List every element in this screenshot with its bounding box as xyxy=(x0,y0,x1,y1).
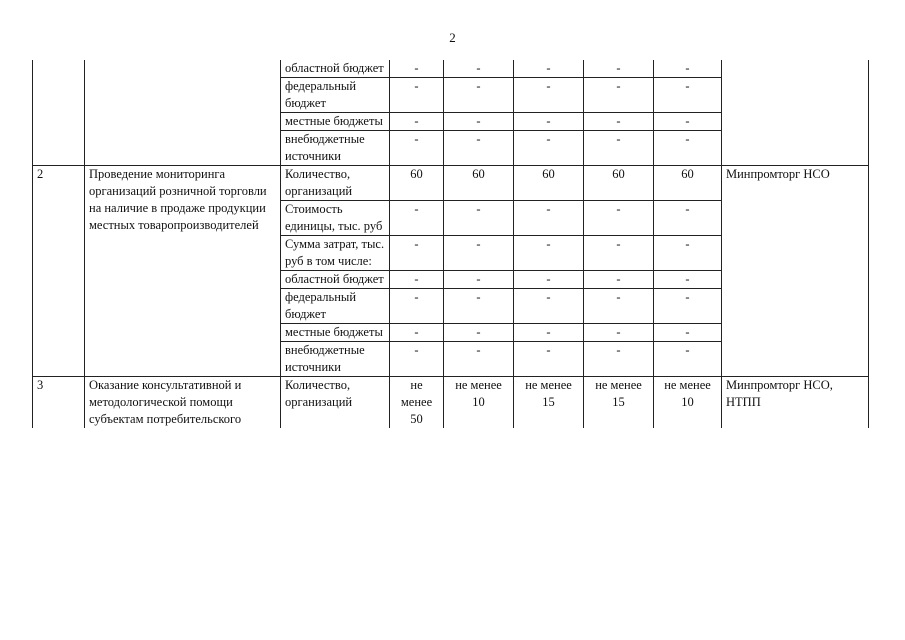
value-cell: - xyxy=(390,289,444,324)
value-cell: - xyxy=(584,131,654,166)
value-cell: - xyxy=(390,342,444,377)
value-cell: - xyxy=(444,236,514,271)
value-cell: - xyxy=(584,113,654,131)
event-cell xyxy=(85,60,281,166)
value-cell: - xyxy=(584,271,654,289)
value-cell: - xyxy=(654,342,722,377)
value-cell: - xyxy=(444,342,514,377)
value-cell: - xyxy=(444,201,514,236)
value-cell: не менее 15 xyxy=(584,377,654,429)
value-cell: 60 xyxy=(390,166,444,201)
row-number-cell: 3 xyxy=(33,377,85,429)
executor-cell: Минпромторг НСО, НТПП xyxy=(722,377,869,429)
value-cell: - xyxy=(390,201,444,236)
table-row xyxy=(33,377,869,429)
value-cell: не менее 10 xyxy=(654,377,722,429)
value-cell: - xyxy=(584,60,654,78)
value-cell: - xyxy=(514,342,584,377)
value-cell: - xyxy=(514,113,584,131)
value-cell: не менее 15 xyxy=(514,377,584,429)
value-cell: - xyxy=(390,271,444,289)
table-row xyxy=(33,166,869,201)
value-cell: - xyxy=(514,271,584,289)
value-cell: - xyxy=(514,60,584,78)
indicator-cell: областной бюджет xyxy=(281,60,390,78)
executor-cell xyxy=(722,60,869,166)
value-cell: - xyxy=(514,201,584,236)
value-cell: - xyxy=(444,113,514,131)
value-cell: - xyxy=(584,289,654,324)
indicator-cell: местные бюджеты xyxy=(281,113,390,131)
value-cell: - xyxy=(444,289,514,324)
value-cell: - xyxy=(654,201,722,236)
page-number: 2 xyxy=(449,30,456,45)
value-cell: - xyxy=(390,236,444,271)
value-cell: - xyxy=(654,271,722,289)
value-cell: - xyxy=(444,271,514,289)
value-cell: - xyxy=(654,78,722,113)
value-cell: 60 xyxy=(444,166,514,201)
executor-cell: Минпромторг НСО xyxy=(722,166,869,377)
row-number-cell: 2 xyxy=(33,166,85,377)
value-cell: - xyxy=(654,289,722,324)
value-cell: - xyxy=(584,324,654,342)
value-cell: - xyxy=(654,324,722,342)
program-table xyxy=(32,60,869,428)
value-cell: - xyxy=(514,289,584,324)
indicator-cell: внебюджетные источники xyxy=(281,342,390,377)
value-cell: - xyxy=(390,60,444,78)
table-row xyxy=(33,60,869,78)
event-cell: Оказание консультативной и методологической помощи субъектам потребительского xyxy=(85,377,281,429)
value-cell: не менее 10 xyxy=(444,377,514,429)
indicator-cell: местные бюджеты xyxy=(281,324,390,342)
value-cell: - xyxy=(390,113,444,131)
indicator-cell: Стоимость единицы, тыс. руб xyxy=(281,201,390,236)
value-cell: - xyxy=(390,324,444,342)
indicator-cell: Количество, организаций xyxy=(281,377,390,429)
value-cell: - xyxy=(514,78,584,113)
value-cell: - xyxy=(514,131,584,166)
value-cell: - xyxy=(514,324,584,342)
indicator-cell: Количество, организаций xyxy=(281,166,390,201)
value-cell: 60 xyxy=(584,166,654,201)
value-cell: - xyxy=(444,78,514,113)
value-cell: - xyxy=(654,60,722,78)
value-cell: - xyxy=(654,236,722,271)
value-cell: - xyxy=(584,342,654,377)
value-cell: - xyxy=(654,113,722,131)
indicator-cell: федеральный бюджет xyxy=(281,289,390,324)
value-cell: - xyxy=(444,60,514,78)
indicator-cell: Сумма затрат, тыс. руб в том числе: xyxy=(281,236,390,271)
value-cell: - xyxy=(390,78,444,113)
value-cell: 60 xyxy=(654,166,722,201)
row-number-cell xyxy=(33,60,85,166)
indicator-cell: внебюджетные источники xyxy=(281,131,390,166)
value-cell: - xyxy=(654,131,722,166)
value-cell: - xyxy=(514,236,584,271)
value-cell: - xyxy=(444,324,514,342)
value-cell: - xyxy=(444,131,514,166)
indicator-cell: федеральный бюджет xyxy=(281,78,390,113)
indicator-cell: областной бюджет xyxy=(281,271,390,289)
value-cell: 60 xyxy=(514,166,584,201)
event-cell: Проведение мониторинга организаций розничной торговли на наличие в продаже продукции местных товаропроизводителей xyxy=(85,166,281,377)
value-cell: не менее 50 xyxy=(390,377,444,429)
value-cell: - xyxy=(584,201,654,236)
value-cell: - xyxy=(584,236,654,271)
value-cell: - xyxy=(584,78,654,113)
value-cell: - xyxy=(390,131,444,166)
